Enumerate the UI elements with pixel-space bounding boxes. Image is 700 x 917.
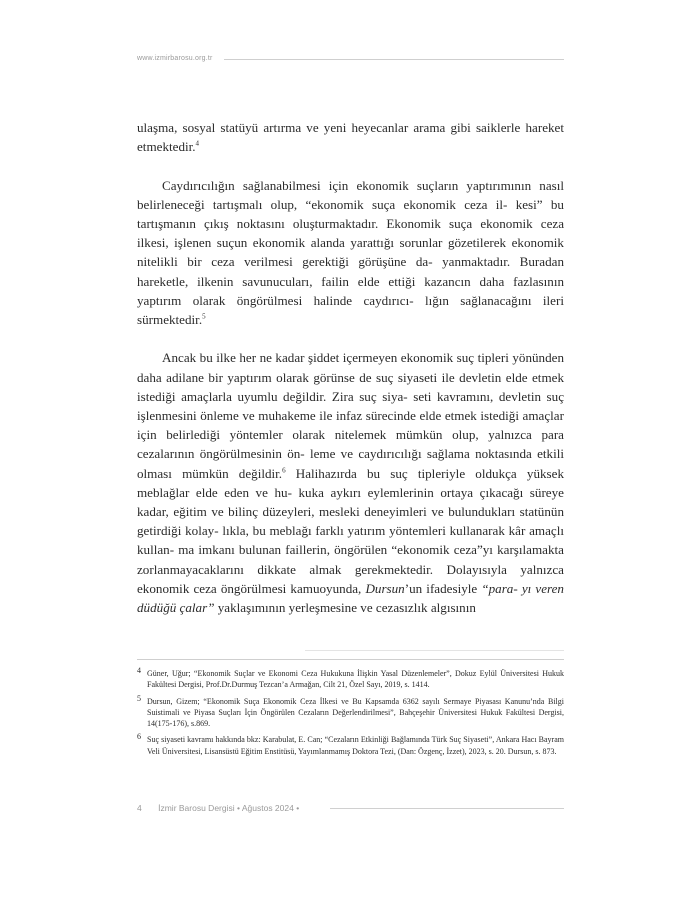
footnote-ref-5[interactable]: 5: [202, 312, 206, 321]
body-line: lığın sağlanacağını ileri sürmektedir.: [137, 292, 564, 328]
footnote-divider-accent: [305, 650, 564, 651]
body-line: seti kavramını, devletin suç işlenmesini önleme ve muhakeme ile infaz: [137, 388, 565, 424]
body-line: Halihazırda bu suç tipleriyle oldukça yüksek meblağlar elde eden ve hu-: [137, 465, 564, 500]
body-line: ’un ifadesiyle: [404, 580, 482, 596]
footnote-number: 6: [137, 732, 141, 742]
footnote-ref-4[interactable]: 4: [195, 139, 200, 148]
body-line: devletin elde etmek istediği amaçlarla uyumlu değildir. Zira suç siya-: [137, 369, 564, 404]
footnote-number: 4: [137, 666, 141, 675]
footnote-text: Suç siyaseti kavramı hakkında bkz: Karabulat, E. Can; “Cezaların Etkinliği Bağlamında Türk Suç Siyaseti”, Ankara Hacı Bayram Veli Üniversitesi, Lisansüstü Eğitim Enstitüsü, Yayımlanmamış Doktora Tezi, (Dan: Özgenç, İzzet), 2023, s. 20. Dursun, s. 873.: [147, 735, 564, 756]
footnote-5: [137, 693, 564, 730]
body-line: kuka aykırı eylemlerinin ortaya çıkacağı süreye kadar, eğitim ve bilinç: [137, 484, 564, 520]
body-line: leme ve caydırıcılığı sağlama noktasında etkili olması mümkün değildir.: [137, 446, 564, 481]
author-name: Dursun: [365, 580, 405, 596]
footnote-text: Dursun, Gizem; “Ekonomik Suça Ekonomik Ceza İlkesi ve Bu Kapsamda 6362 sayılı Sermaye Piyasası Kanunu’nda Bilgi Suistimali ve Piyasa Suçları İçin Öngörülen Cezaların Değerlendirilmesi”, Bahçeşehir Üniversitesi Hukuk Fakültesi Dergisi, 14(175-176), s.869.: [147, 696, 564, 729]
body-line: lıkla, bu meblağı farklı yatırım yöntemleri kullanarak kâr amaçlı kullan-: [137, 523, 564, 558]
header-url: www.izmirbarosu.org.tr: [137, 55, 213, 62]
footnote-4: [137, 668, 564, 691]
quoted-phrase: yı veren düdüğü çalar”: [137, 580, 564, 616]
body-line: hareket etmektedir.: [137, 120, 565, 155]
footer-divider: [330, 808, 564, 809]
body-line: zorlanmayacaklarını dikkate almak gerekmektedir. Dolayısıyla yalnızca: [137, 561, 564, 577]
footnote-number: 5: [137, 693, 141, 703]
body-line: kazancın daha fazlasının yaptırım olarak öngörülmesi halinde caydırıcı-: [137, 273, 565, 308]
body-line: gözetilerek ekonomik nitelikli bir ceza verilmesi gerektiği görüşüne da-: [137, 235, 564, 270]
footnote-ref-6[interactable]: 6: [282, 466, 286, 475]
journal-name: İzmir Barosu Dergisi • Ağustos 2024 •: [158, 803, 300, 813]
article-body: [137, 118, 564, 617]
body-line: nasıl belirleneceği tartışmalı olup, “ekonomik suça ekonomik ceza il-: [137, 177, 564, 212]
body-line: Caydırıcılığın sağlanabilmesi için ekonomik suçların yaptırımının: [162, 177, 532, 193]
paragraph-3: [137, 348, 564, 617]
body-line: düzeyleri, mesleki deneyimleri ve bulundukları statünün getirdiği kolay-: [137, 504, 564, 539]
paragraph-1: [137, 118, 564, 156]
body-line: Ancak bu ilke her ne kadar şiddet içermeyen ekonomik suç tipleri: [162, 350, 509, 366]
footnote-text: Güner, Uğur; “Ekonomik Suçlar ve Ekonomi Ceza Hukukuna İlişkin Yasal Düzenlemeler”, Dokuz Eylül Üniversitesi Hukuk Fakültesi Dergisi, Prof.Dr.Durmuş Tezcan’a Armağan, Cilt 21, Özel Sayı, 2019, s. 1414.: [147, 669, 564, 690]
paragraph-2: [137, 176, 564, 330]
footnote-6: [137, 734, 564, 757]
page-number: 4: [137, 803, 142, 813]
body-line: ma imkanı bulunan faillerin, öngörülen “ekonomik ceza”yı karşılamakta: [178, 542, 564, 558]
body-line: sürecinde elde etmek istediği amaçlar için belirlediği yöntemler olarak: [137, 408, 564, 443]
header-divider: [224, 59, 564, 60]
page-footer: [137, 803, 299, 813]
body-line: yaklaşımının yerleşmesine ve cezasızlık algısının: [214, 600, 476, 616]
body-line: ulaşma, sosyal statüyü artırma ve yeni heyecanlar arama gibi saiklerle: [137, 120, 521, 135]
body-line: kesi” bu tartışmanın çıkış noktasını oluşturmaktadır. Ekonomik suça: [137, 196, 564, 231]
footnote-divider: [137, 659, 564, 660]
body-line: ekonomik ceza ilkesi, işlenen suçun ekonomik alanda yarattığı sorunlar: [137, 216, 565, 251]
body-line: nitelemek mümkün olup, yalnızca para cezalarının öngörülmesinin ön-: [137, 427, 564, 462]
footnotes: [137, 668, 564, 762]
body-line: yönünden daha adilane bir yaptırım olarak görünse de suç siyaseti ile: [137, 350, 564, 385]
quoted-phrase: “para-: [481, 580, 518, 596]
body-line: ekonomik ceza öngörülmesi kamuoyunda,: [137, 580, 366, 596]
body-line: yanmaktadır. Buradan hareketle, ilkenin savunucuları, failin elde ettiği: [137, 254, 564, 289]
